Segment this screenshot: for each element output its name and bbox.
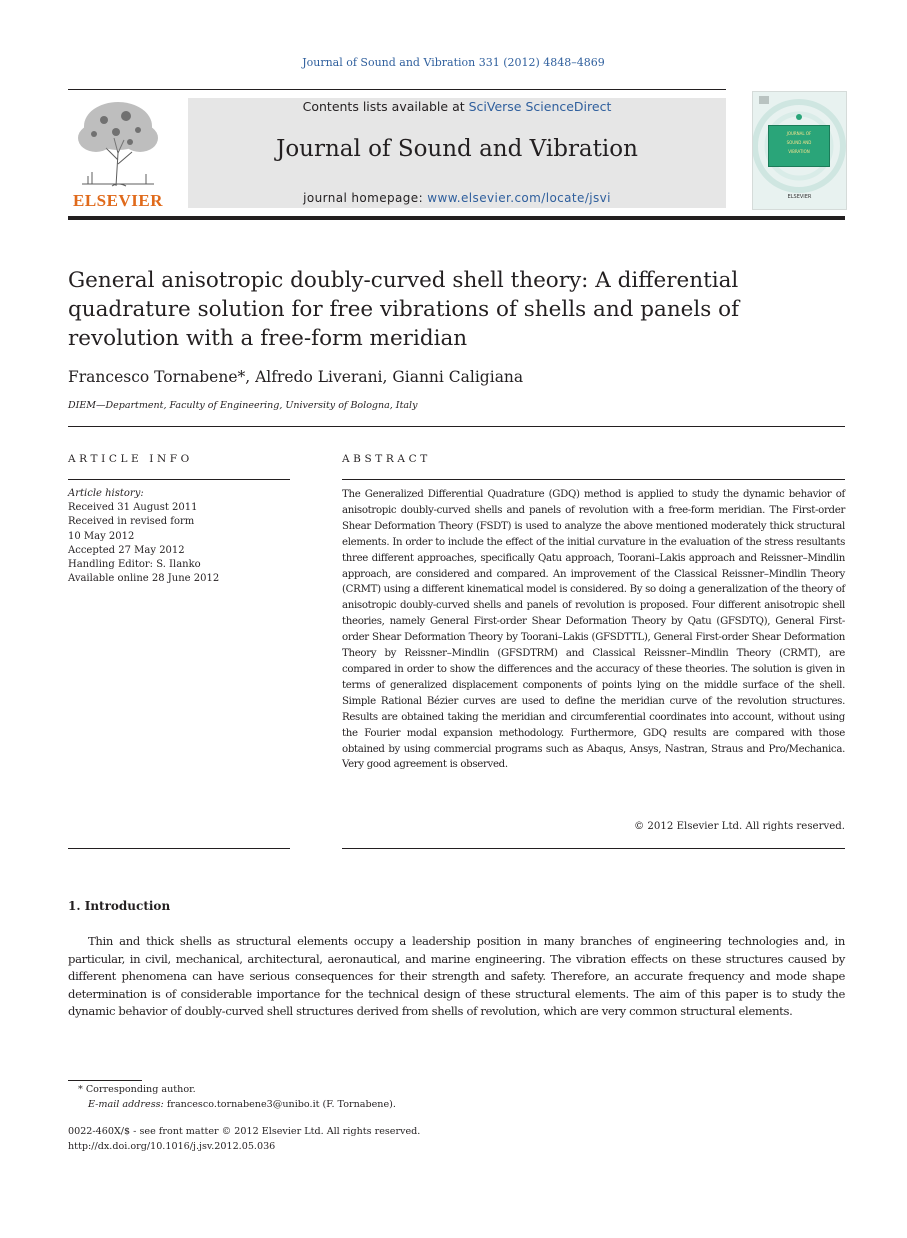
elsevier-logo[interactable] xyxy=(68,98,168,210)
history-item: Received 31 August 2011 xyxy=(68,502,198,514)
email-label: E-mail address: xyxy=(88,1099,164,1110)
article-history xyxy=(68,487,290,586)
history-item: Available online 28 June 2012 xyxy=(68,573,220,585)
journal-cover-thumbnail[interactable] xyxy=(752,91,847,210)
elsevier-tree-icon xyxy=(68,98,168,190)
title-divider xyxy=(68,426,845,427)
issn-line: 0022-460X/$ - see front matter © 2012 Elsevier Ltd. All rights reserved. xyxy=(68,1126,421,1137)
footnote-rule xyxy=(68,1080,142,1081)
history-item: Handling Editor: S. Ilanko xyxy=(68,559,201,571)
sciencedirect-link[interactable]: SciVerse ScienceDirect xyxy=(468,99,612,114)
history-item: Accepted 27 May 2012 xyxy=(68,544,185,556)
introduction-heading: 1. Introduction xyxy=(68,899,171,913)
doi-link[interactable]: http://dx.doi.org/10.1016/j.jsv.2012.05.036 xyxy=(68,1141,276,1152)
article-info-heading: ARTICLE INFO xyxy=(68,453,193,465)
journal-banner xyxy=(188,98,726,208)
corresponding-author-note: * Corresponding author. xyxy=(78,1084,196,1095)
journal-citation[interactable]: Journal of Sound and Vibration 331 (2012) 4848–4869 xyxy=(302,56,605,69)
elsevier-wordmark: ELSEVIER xyxy=(73,191,163,210)
article-info-bottom-rule xyxy=(68,848,290,849)
homepage-line xyxy=(188,191,726,205)
history-item: 10 May 2012 xyxy=(68,530,135,542)
homepage-prefix: journal homepage: xyxy=(303,191,428,205)
abstract-rule xyxy=(342,479,845,480)
cover-title-box xyxy=(768,125,830,167)
history-item: Received in revised form xyxy=(68,516,195,528)
history-label: Article history: xyxy=(68,488,144,499)
article-title: General anisotropic doubly-curved shell theory: A differential quadrature solution for free vibrations of shells and panels of revolution with a free-form meridian xyxy=(68,268,740,351)
abstract-text: The Generalized Differential Quadrature (GDQ) method is applied to study the dynamic behavior of anisotropic doubly-curved shells and panels of revolution with a free-form meridian. The First-order Shear Deformation Theory (FSDT) is used to analyze the above mentioned moderately thick structural elements. In order to include the effect of the initial curvature in the evaluation of the stress resultants three different approaches, specifically Qatu approach, Toorani–Lakis approach and Reissner–Mindlin approach, are considered and compared. An improvement of the Classical Reissner–Mindlin Theory (CRMT) using a different kinematical model is considered. By so doing a generalization of the theory of anisotropic doubly-curved shells and panels of revolution is proposed. Four different anisotropic shell theories, namely General First-order Shear Deformation Theory by Qatu (GFSDTQ), General First-order Shear Deformation Theory by Toorani–Lakis (GFSDTTL), General First-order Shear Deformation Theory by Reissner–Mindlin (GFSDTRM) and Classical Reissner–Mindlin Theory (CRMT), are compared in order to show the differences and the accuracy of these theories. The solution is given in terms of generalized displacement components of points lying on the middle surface of the shell. Simple Rational Bézier curves are used to define the meridian curve of the revolution structures. Results are obtained taking the meridian and circumferential coordinates into account, without using the Fourier modal expansion methodology. Furthermore, GDQ results are compared with those obtained by using commercial programs such as Abaqus, Ansys, Nastran, Straus and Pro/Mechanica. Very good agreement is observed. xyxy=(342,489,845,771)
contents-prefix: Contents lists available at xyxy=(302,99,469,114)
abstract-heading: ABSTRACT xyxy=(342,453,431,465)
cover-title-line-3: VIBRATION xyxy=(788,149,810,154)
email-address[interactable]: francesco.tornabene3@unibo.it (F. Tornabene). xyxy=(163,1099,396,1110)
cover-title-line-2: SOUND AND xyxy=(786,140,812,145)
abstract-copyright: © 2012 Elsevier Ltd. All rights reserved. xyxy=(633,821,845,832)
abstract-bottom-rule xyxy=(342,848,845,849)
cover-publisher-mark: ELSEVIER xyxy=(787,194,812,200)
article-authors: Francesco Tornabene*, Alfredo Liverani, Gianni Caligiana xyxy=(68,368,524,386)
journal-title: Journal of Sound and Vibration xyxy=(276,136,638,162)
author-affiliation: DIEM—Department, Faculty of Engineering, University of Bologna, Italy xyxy=(68,400,418,411)
cover-title-line-1: JOURNAL OF xyxy=(786,131,812,136)
introduction-paragraph: Thin and thick shells as structural elements occupy a leadership position in many branches of engineering technologies and, in particular, in civil, mechanical, architectural, aeronautical, and marine engineering. The vibration effects on these structures caused by different phenomena can have serious consequences for their strength and safety. Therefore, an accurate frequency and mode shape determination is of considerable importance for the technical design of these structural elements. The aim of this paper is to study the dynamic behavior of doubly-curved shell structures derived from shells of revolution, which are very common structural elements. xyxy=(68,934,845,1019)
header-thick-rule xyxy=(68,216,845,220)
email-footnote xyxy=(88,1099,396,1110)
contents-line xyxy=(188,99,726,114)
header-top-rule xyxy=(68,89,726,90)
journal-homepage-link[interactable]: www.elsevier.com/locate/jsvi xyxy=(427,191,611,205)
article-info-rule xyxy=(68,479,290,480)
